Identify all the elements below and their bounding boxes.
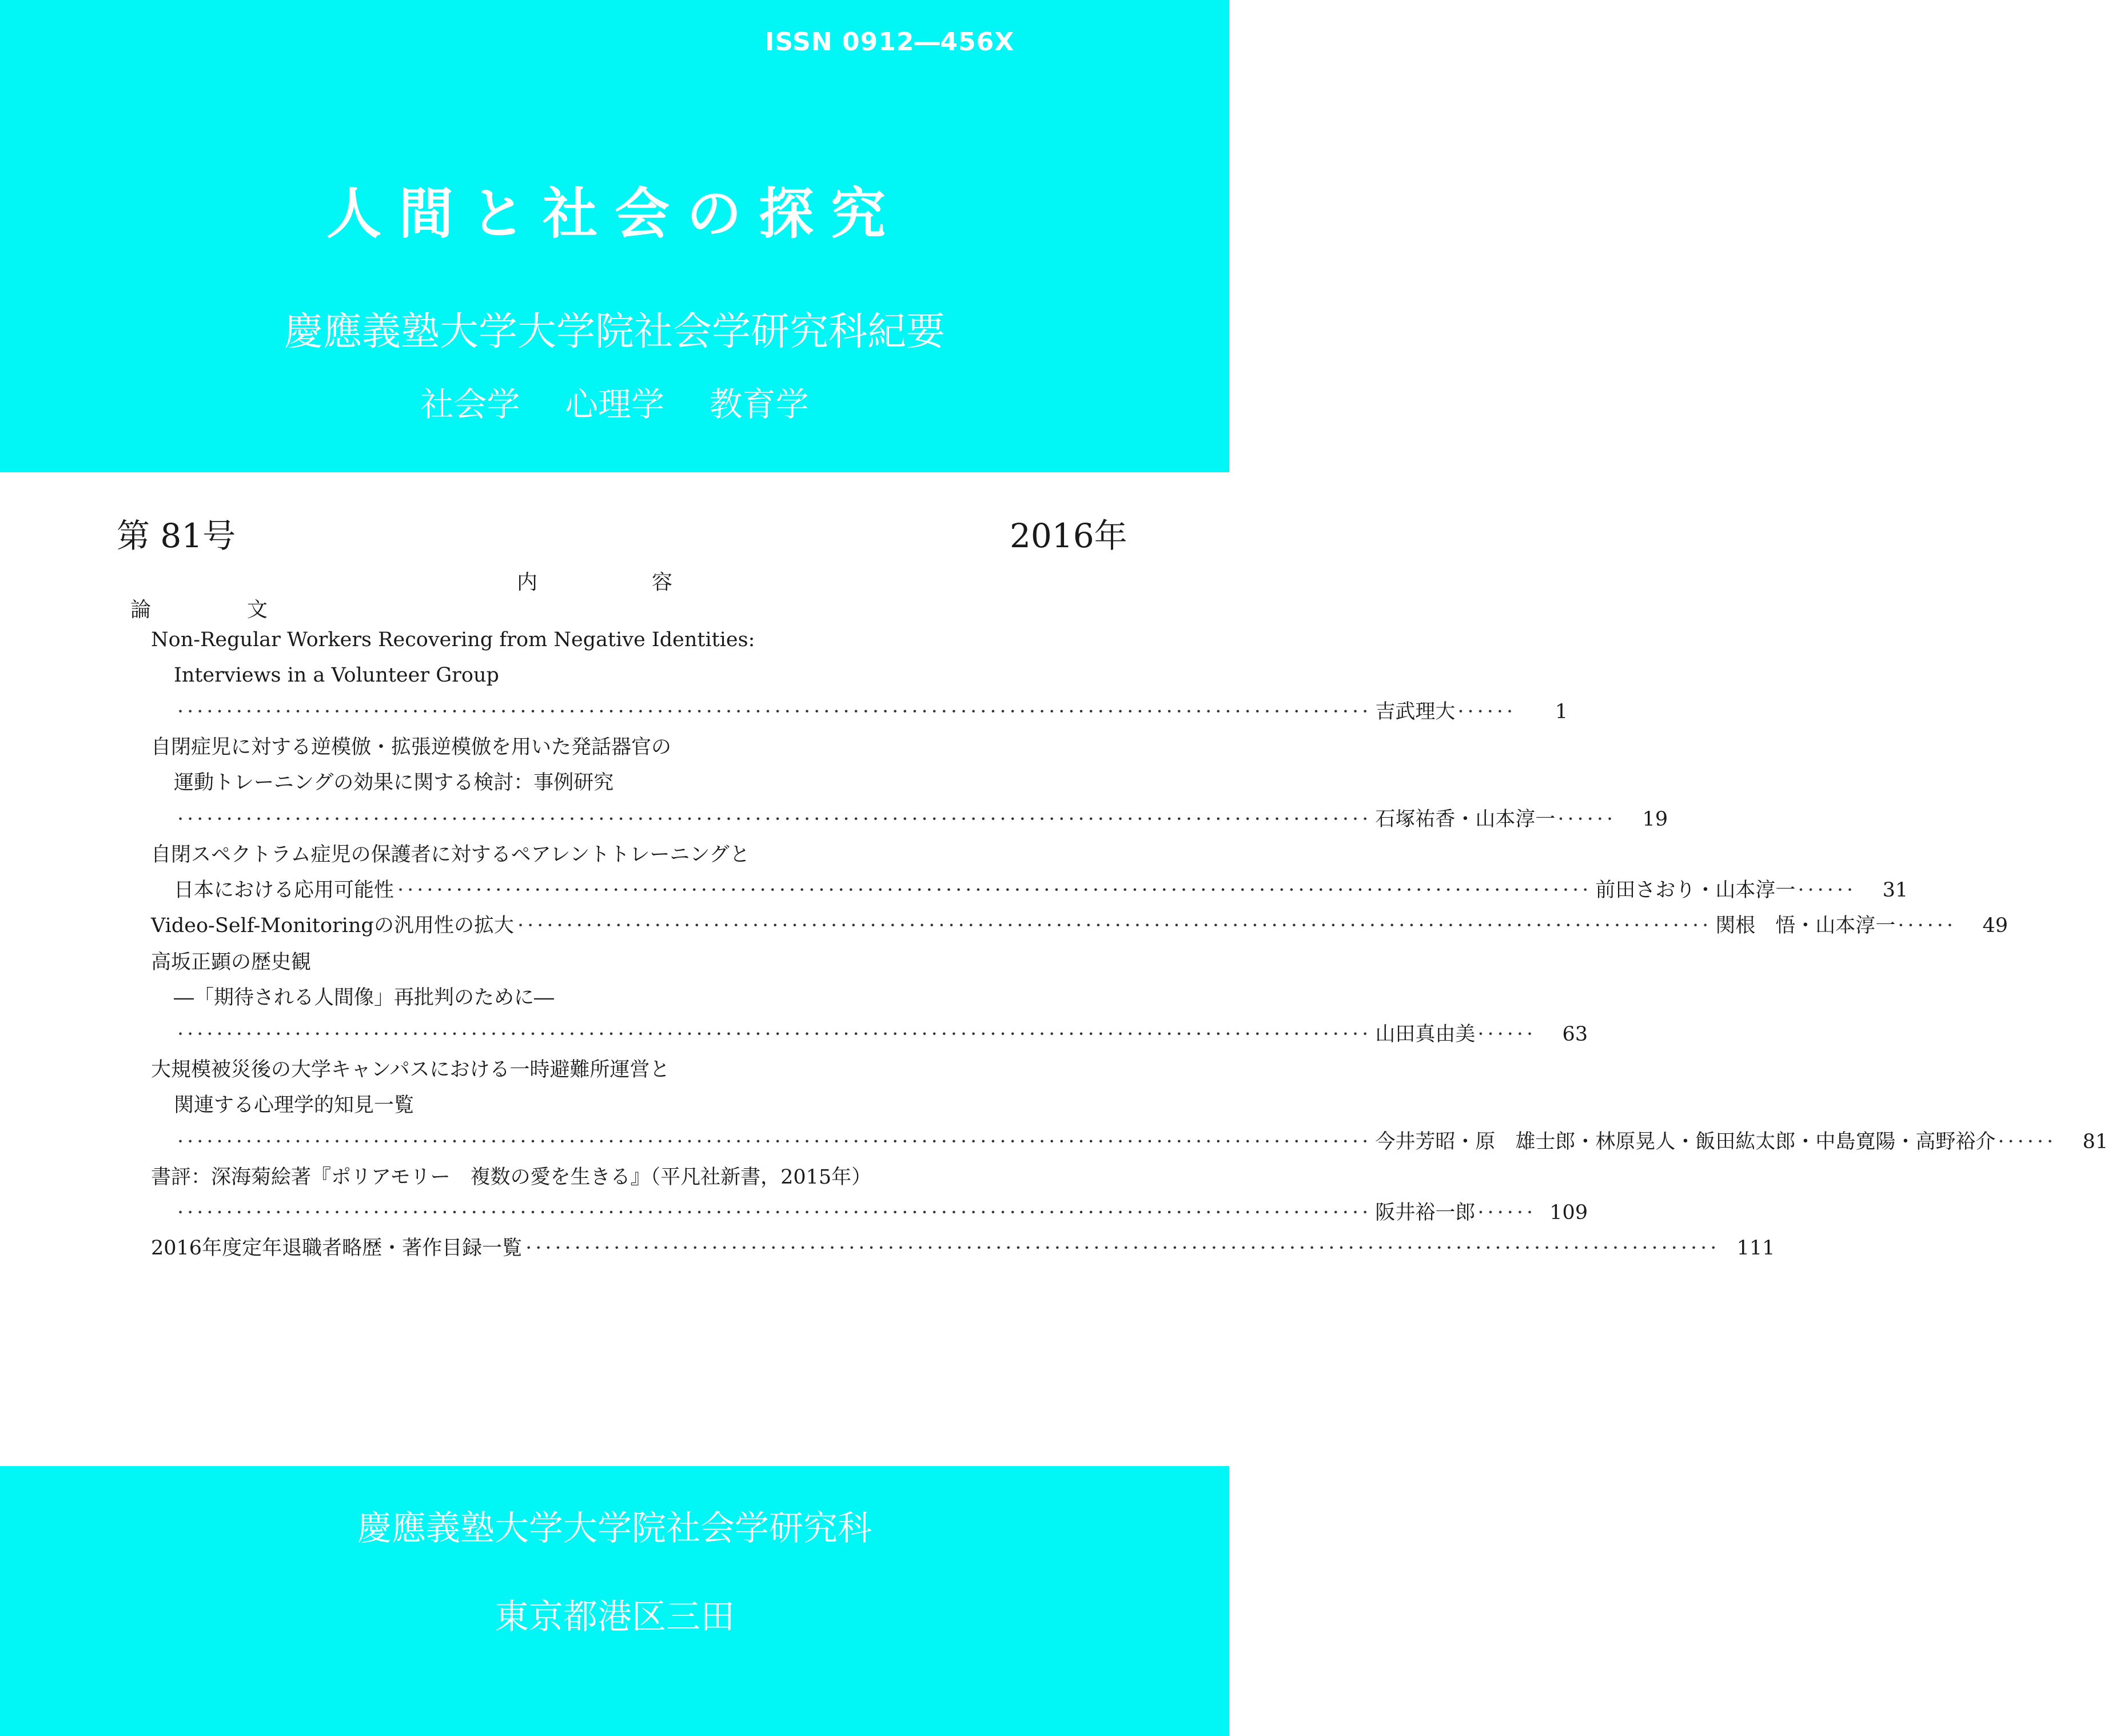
issue-year: 2016年 [1010,516,1127,555]
field-sociology: 社会学 [420,385,520,424]
toc-entry-7-page: 109 [1549,1201,1588,1224]
toc-entry-1-page: 1 [1555,700,1568,723]
toc-entry-8-lead: 2016年度定年退職者略歴・著作目録一覧 [151,1237,523,1260]
toc-entry-6-author: 今井芳昭・原 雄士郎・林原晃人・飯田紘太郎・中島寛陽・高野裕介 [1375,1130,1996,1153]
toc-entry-8-page: 111 [1736,1237,1775,1260]
toc-entry-1-title-line-1: Non-Regular Workers Recovering from Negative Identities: [151,628,755,651]
toc-entry-2-page: 19 [1642,808,1668,831]
leader-dots: ······ [1998,1130,2057,1153]
toc-entry-2-title-line-1: 自閉症児に対する逆模倣・拡張逆模倣を用いた発話器官の [151,736,672,759]
leader-dots: ······ [1477,1201,1537,1224]
field-education: 教育学 [709,385,809,424]
toc-entry-1-row [151,699,1568,725]
toc-entry-6-row [151,1129,2108,1155]
publisher-name: 慶應義塾大学大学院社会学研究科 [357,1508,872,1548]
toc-entry-4-row [151,913,2009,939]
section-heading: 論文 [130,598,364,622]
toc-entry-4-lead: Video-Self-Monitoringの汎用性の拡大 [151,914,514,937]
leader-dots: ······ [1557,808,1617,831]
toc-entry-5-title-line-1: 高坂正顕の歴史観 [151,951,312,974]
leader-dots: ······ [1798,879,1857,902]
toc-entry-5-page: 63 [1562,1023,1588,1046]
journal-title: 人間と社会の探究 [326,181,903,246]
toc-entry-2-row [151,806,1668,833]
leader-dots: ·························································································································· [177,1130,1372,1153]
toc-entry-3-title-line-1: 自閉スペクトラム症児の保護者に対するペアレントトレーニングと [151,843,750,866]
footer-band [0,1466,1229,1736]
toc-entry-3-lead: 日本における応用可能性 [174,879,394,902]
leader-dots: ·························································································································· [177,700,1372,723]
leader-dots: ·························································································································· [525,1237,1720,1260]
toc-entry-5-author: 山田真由美 [1375,1023,1476,1046]
toc-entry-6-page: 81 [2082,1130,2108,1153]
field-psychology: 心理学 [564,385,664,424]
leader-dots: ·························································································································· [517,914,1712,937]
leader-dots: ·························································································································· [177,808,1372,831]
toc-entry-7-row [151,1200,1588,1226]
publisher-address: 東京都港区三田 [495,1597,735,1637]
leader-dots: ······ [1898,914,1957,937]
toc-entry-7-author: 阪井裕一郎 [1375,1201,1476,1224]
leader-dots: ·························································································································· [177,1201,1372,1224]
toc-entry-1-author: 吉武理大 [1375,700,1456,723]
leader-dots: ·························································································································· [397,879,1592,902]
toc-entry-2-title-line-2: 運動トレーニングの効果に関する検討：事例研究 [174,771,614,794]
issn-number: ISSN 0912―456X [765,27,1015,57]
toc-entry-5-title-line-2: ―「期待される人間像」再批判のために― [174,986,555,1009]
toc-entry-6-title-line-1: 大規模被災後の大学キャンパスにおける一時避難所運営と [151,1058,670,1081]
toc-entry-7-title-line-1: 書評：深海菊絵著『ポリアモリー 複数の愛を生きる』（平凡社新書，2015年） [151,1166,872,1189]
issue-number: 第 81号 [117,516,236,555]
toc-entry-8-row [151,1235,1775,1261]
toc-entry-1-title-line-2: Interviews in a Volunteer Group [174,664,499,687]
field-list [0,377,1229,425]
leader-dots: ·························································································································· [177,1023,1372,1046]
toc-entry-3-page: 31 [1882,879,1908,902]
toc-entry-4-author: 関根 悟・山本淳一 [1715,914,1896,937]
header-band [0,0,1229,472]
contents-heading: 内容 [517,571,787,594]
toc-entry-3-author: 前田さおり・山本淳一 [1595,879,1796,902]
leader-dots: ······ [1457,700,1517,723]
toc-entry-4-page: 49 [1982,914,2009,937]
leader-dots: ······ [1477,1023,1537,1046]
toc-entry-2-author: 石塚祐香・山本淳一 [1375,808,1556,831]
toc-entry-6-title-line-2: 関連する心理学的知見一覧 [174,1094,415,1117]
toc-entry-5-row [151,1021,1588,1048]
toc-entry-3-row [151,877,1908,903]
journal-subtitle: 慶應義塾大学大学院社会学研究科紀要 [284,309,945,355]
